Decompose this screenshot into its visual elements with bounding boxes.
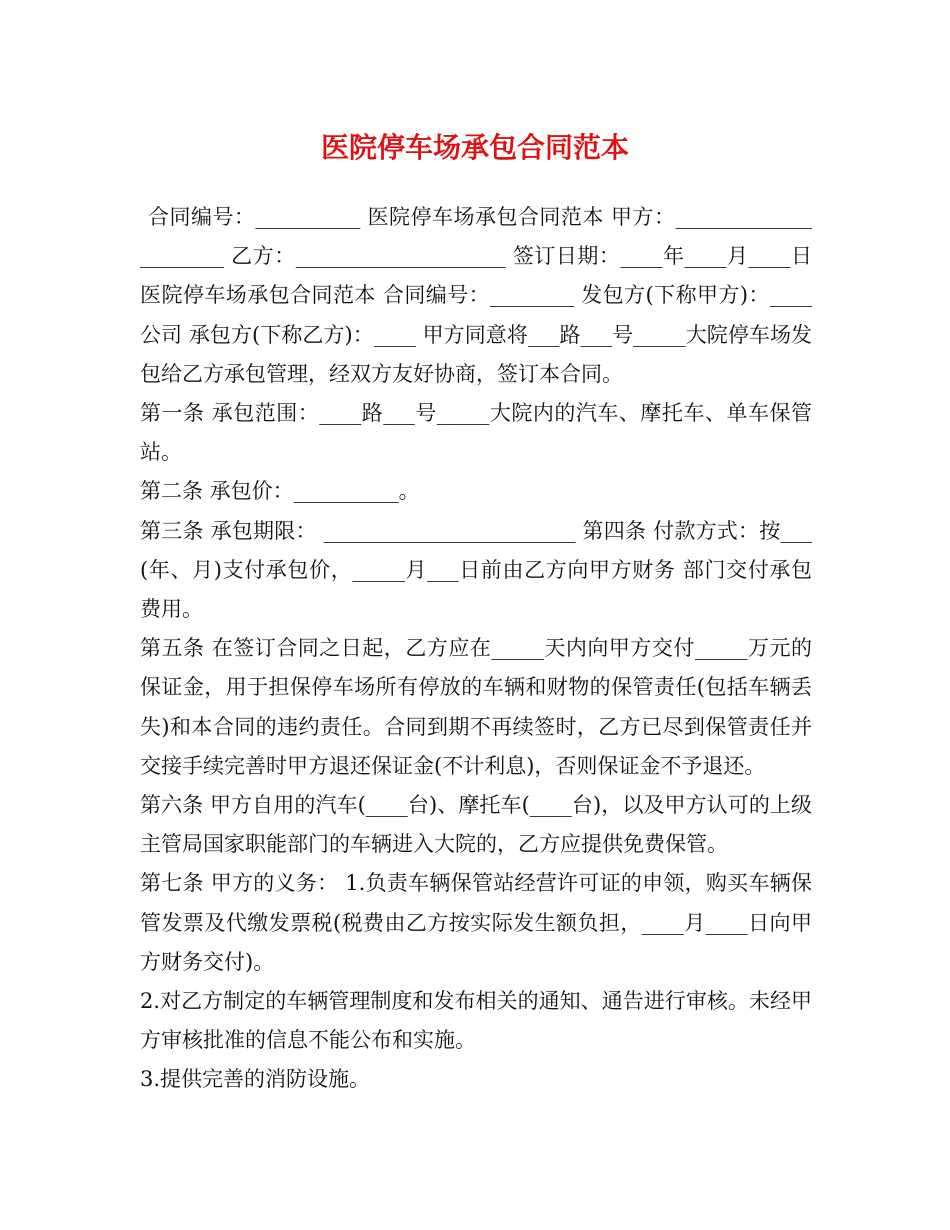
document-body xyxy=(140,198,812,1100)
paragraph-contract-header: 合同编号：__________ 医院停车场承包合同范本 甲方：_____________________ 乙方：____________________ 签订日期：____年____月____日 医院停车场承包合同范本 合同编号：________ 发包方(下称甲方)：____公司 承包方(下称乙方)：____ 甲方同意将___路___号_____大院停车场发包给乙方承包管理，经双方友好协商，签订本合同。 xyxy=(140,205,812,386)
paragraph-article-7-item-2: 2.对乙方制定的车辆管理制度和发布相关的通知、通告进行审核。未经甲方审核批准的信息不能公布和实施。 xyxy=(140,989,812,1053)
paragraph-article-2: 第二条 承包价：__________。 xyxy=(140,479,420,504)
paragraph-article-1: 第一条 承包范围：____路___号_____大院内的汽车、摩托车、单车保管站。 xyxy=(140,401,812,465)
paragraph-article-6: 第六条 甲方自用的汽车(____台)、摩托车(____台)，以及甲方认可的上级主管局国家职能部门的车辆进入大院的，乙方应提供免费保管。 xyxy=(140,793,812,857)
paragraph-article-5: 第五条 在签订合同之日起，乙方应在_____天内向甲方交付_____万元的保证金，用于担保停车场所有停放的车辆和财物的保管责任(包括车辆丢失)和本合同的违约责任。合同到期不再续签时，乙方已尽到保管责任并交接手续完善时甲方退还保证金(不计利息)，否则保证金不予退还。 xyxy=(140,636,812,778)
document-title: 医院停车场承包合同范本 xyxy=(320,131,629,164)
paragraph-article-7-item-3: 3.提供完善的消防设施。 xyxy=(140,1067,371,1092)
paragraph-article-3-4: 第三条 承包期限： ________________________ 第四条 付款方式：按___(年、月)支付承包价，_____月___日前由乙方向甲方财务 部门交付承包费用。 xyxy=(140,518,812,622)
paragraph-article-7: 第七条 甲方的义务： 1.负责车辆保管站经营许可证的申领，购买车辆保管发票及代缴发票税(税费由乙方按实际发生额负担，____月____日向甲方财务交付)。 xyxy=(140,871,812,974)
